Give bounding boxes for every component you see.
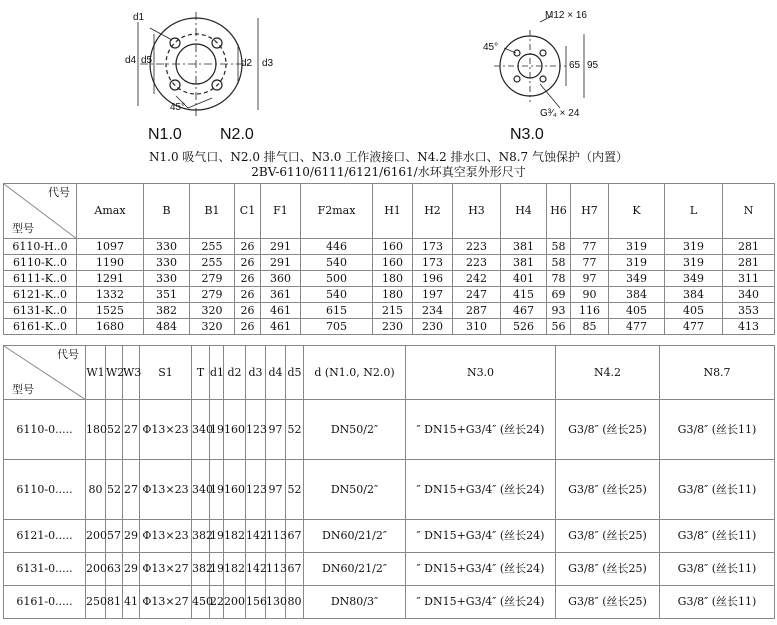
table-cell: 450: [192, 586, 210, 619]
table-cell: 705: [301, 319, 373, 335]
table-cell: 1097: [77, 239, 144, 255]
table-cell: 467: [501, 303, 547, 319]
table-cell: 173: [413, 239, 453, 255]
row-model: 6110-0.....: [4, 460, 86, 520]
table-cell: 615: [301, 303, 373, 319]
table-row: [4, 287, 775, 303]
table-cell: 52: [106, 460, 123, 520]
table-cell: 1525: [77, 303, 144, 319]
table-cell: 180: [373, 287, 413, 303]
table-cell: 1332: [77, 287, 144, 303]
table-cell: G3/8″ (丝长11): [660, 553, 775, 586]
table-cell: 77: [571, 255, 609, 271]
row-model: 6161-K..0: [4, 319, 77, 335]
table-cell: 29: [123, 520, 140, 553]
table-cell: 223: [453, 255, 501, 271]
table-row: [4, 271, 775, 287]
table-cell: 384: [665, 287, 723, 303]
table-cell: 230: [373, 319, 413, 335]
table-cell: 97: [571, 271, 609, 287]
row-model: 6131-K..0: [4, 303, 77, 319]
table-cell: 384: [609, 287, 665, 303]
table-cell: 349: [665, 271, 723, 287]
col-header: d (N1.0, N2.0): [304, 346, 406, 400]
table-cell: 1190: [77, 255, 144, 271]
table-cell: 52: [286, 460, 304, 520]
row-model: 6110-K..0: [4, 255, 77, 271]
table-row: [4, 239, 775, 255]
table-cell: 291: [261, 255, 301, 271]
table-cell: G3/8″ (丝长25): [556, 520, 660, 553]
table-cell: 351: [144, 287, 190, 303]
label-angle-left: 45°: [170, 102, 186, 113]
table-cell: 27: [123, 460, 140, 520]
col-header: W3: [123, 346, 140, 400]
table-cell: 85: [571, 319, 609, 335]
table-cell: 320: [190, 303, 235, 319]
table-cell: 19: [210, 520, 224, 553]
table-cell: 78: [547, 271, 571, 287]
table-cell: 26: [235, 319, 261, 335]
table-cell: 230: [413, 319, 453, 335]
label-65: 65: [569, 60, 581, 71]
col-header: d3: [246, 346, 266, 400]
table-cell: 255: [190, 239, 235, 255]
row-model: 6161-0.....: [4, 586, 86, 619]
table-cell: G3/8″ (丝长25): [556, 586, 660, 619]
corner-label-model: 型号: [12, 222, 34, 235]
title-line-2: 2BV-6110/6111/6121/6161/水环真空泵外形尺寸: [251, 165, 526, 179]
col-header: K: [609, 184, 665, 239]
label-d4: d4: [125, 55, 137, 66]
table-cell: Φ13×23: [140, 520, 192, 553]
table-cell: 405: [665, 303, 723, 319]
table-1-corner: [4, 184, 77, 239]
col-header: C1: [235, 184, 261, 239]
table-cell: 215: [373, 303, 413, 319]
table-cell: G3/8″ (丝长25): [556, 400, 660, 460]
table-cell: 196: [413, 271, 453, 287]
table-cell: DN50/2″: [304, 400, 406, 460]
table-cell: 180: [86, 400, 106, 460]
table-cell: 26: [235, 271, 261, 287]
table-cell: 113: [266, 520, 286, 553]
table-cell: 41: [123, 586, 140, 619]
table-cell: 319: [665, 255, 723, 271]
table-2-header-row: [4, 346, 775, 400]
table-cell: 142: [246, 553, 266, 586]
col-header: H7: [571, 184, 609, 239]
table-cell: 340: [723, 287, 775, 303]
table-cell: 360: [261, 271, 301, 287]
dimension-table-1: [3, 183, 775, 335]
table-cell: 200: [86, 553, 106, 586]
table-cell: 180: [373, 271, 413, 287]
table-cell: 116: [571, 303, 609, 319]
table-cell: 77: [571, 239, 609, 255]
label-d1: d1: [133, 12, 145, 23]
table-cell: 330: [144, 239, 190, 255]
table-row: [4, 553, 775, 586]
col-header: H3: [453, 184, 501, 239]
table-cell: 182: [224, 520, 246, 553]
col-header: Amax: [77, 184, 144, 239]
table-cell: 67: [286, 520, 304, 553]
drawing-area: [0, 0, 777, 150]
table-cell: 319: [609, 239, 665, 255]
table-cell: 19: [210, 400, 224, 460]
table-cell: 461: [261, 303, 301, 319]
table-cell: G3/8″ (丝长11): [660, 460, 775, 520]
table-cell: 63: [106, 553, 123, 586]
table-cell: DN60/21/2″: [304, 553, 406, 586]
table-cell: 197: [413, 287, 453, 303]
table-cell: 319: [665, 239, 723, 255]
table-cell: 26: [235, 255, 261, 271]
table-cell: 291: [261, 239, 301, 255]
table-cell: ″ DN15+G3/4″ (丝长24): [406, 553, 556, 586]
caption-n1: N1.0: [148, 126, 182, 143]
table-cell: 340: [192, 400, 210, 460]
table-cell: 113: [266, 553, 286, 586]
table-cell: 526: [501, 319, 547, 335]
col-header: L: [665, 184, 723, 239]
corner-label-model: 型号: [12, 383, 34, 396]
table-cell: 382: [144, 303, 190, 319]
table-cell: 540: [301, 287, 373, 303]
row-model: 6121-K..0: [4, 287, 77, 303]
label-bolt: M12 × 16: [545, 10, 587, 21]
col-header: N8.7: [660, 346, 775, 400]
table-cell: 381: [501, 255, 547, 271]
table-cell: 56: [547, 319, 571, 335]
table-row: [4, 520, 775, 553]
col-header: d1: [210, 346, 224, 400]
table-cell: 69: [547, 287, 571, 303]
table-cell: 97: [266, 460, 286, 520]
table-cell: 250: [86, 586, 106, 619]
label-d5: d5: [141, 55, 153, 66]
table-cell: 279: [190, 287, 235, 303]
table-cell: 281: [723, 239, 775, 255]
table-cell: 160: [224, 400, 246, 460]
table-cell: 446: [301, 239, 373, 255]
col-header: F1: [261, 184, 301, 239]
table-cell: 26: [235, 287, 261, 303]
table-cell: 401: [501, 271, 547, 287]
row-model: 6111-K..0: [4, 271, 77, 287]
table-1-header-row: [4, 184, 775, 239]
table-cell: 477: [609, 319, 665, 335]
corner-label-code: 代号: [48, 186, 70, 199]
table-cell: 182: [224, 553, 246, 586]
label-angle-right: 45°: [483, 42, 499, 53]
table-cell: Φ13×27: [140, 586, 192, 619]
caption-n3: N3.0: [510, 126, 544, 143]
dimension-table-2: [3, 345, 775, 619]
table-cell: 22: [210, 586, 224, 619]
table-cell: 90: [571, 287, 609, 303]
col-header: N4.2: [556, 346, 660, 400]
table-cell: G3/8″ (丝长25): [556, 553, 660, 586]
table-cell: 97: [266, 400, 286, 460]
table-cell: 279: [190, 271, 235, 287]
col-header: d2: [224, 346, 246, 400]
table-cell: 200: [224, 586, 246, 619]
col-header: d5: [286, 346, 304, 400]
table-cell: DN60/21/2″: [304, 520, 406, 553]
table-row: [4, 319, 775, 335]
col-header: B1: [190, 184, 235, 239]
table-cell: 413: [723, 319, 775, 335]
table-row: [4, 255, 775, 271]
table-cell: 361: [261, 287, 301, 303]
flange-drawings: [0, 0, 777, 150]
table-cell: 57: [106, 520, 123, 553]
table-cell: 58: [547, 255, 571, 271]
label-d3: d3: [262, 58, 274, 69]
table-cell: 123: [246, 460, 266, 520]
table-cell: 19: [210, 553, 224, 586]
table-row: [4, 586, 775, 619]
table-cell: G3/8″ (丝长11): [660, 586, 775, 619]
table-cell: 234: [413, 303, 453, 319]
table-cell: 353: [723, 303, 775, 319]
table-cell: Φ13×23: [140, 400, 192, 460]
label-95: 95: [587, 60, 599, 71]
col-header: W1: [86, 346, 106, 400]
table-cell: 26: [235, 239, 261, 255]
table-cell: ″ DN15+G3/4″ (丝长24): [406, 520, 556, 553]
table-cell: 173: [413, 255, 453, 271]
table-cell: 160: [224, 460, 246, 520]
table-cell: DN50/2″: [304, 460, 406, 520]
table-cell: 160: [373, 239, 413, 255]
table-cell: 27: [123, 400, 140, 460]
table-cell: 67: [286, 553, 304, 586]
table-cell: 330: [144, 255, 190, 271]
corner-label-code: 代号: [57, 348, 79, 361]
table-row: [4, 303, 775, 319]
table-cell: 242: [453, 271, 501, 287]
table-cell: 52: [286, 400, 304, 460]
caption-n2: N2.0: [220, 126, 254, 143]
table-cell: 310: [453, 319, 501, 335]
table-cell: 19: [210, 460, 224, 520]
table-cell: 52: [106, 400, 123, 460]
table-cell: 461: [261, 319, 301, 335]
table-cell: 330: [144, 271, 190, 287]
table-cell: 123: [246, 400, 266, 460]
col-header: H2: [413, 184, 453, 239]
table-cell: ″ DN15+G3/4″ (丝长24): [406, 586, 556, 619]
table-cell: 311: [723, 271, 775, 287]
table-cell: 80: [286, 586, 304, 619]
table-cell: ″ DN15+G3/4″ (丝长24): [406, 460, 556, 520]
table-cell: 382: [192, 553, 210, 586]
table-cell: Φ13×23: [140, 460, 192, 520]
col-header: H6: [547, 184, 571, 239]
table-cell: ″ DN15+G3/4″ (丝长24): [406, 400, 556, 460]
table-cell: 160: [373, 255, 413, 271]
table-cell: 200: [86, 520, 106, 553]
table-cell: 1291: [77, 271, 144, 287]
table-cell: 223: [453, 239, 501, 255]
table-cell: 484: [144, 319, 190, 335]
table-cell: 500: [301, 271, 373, 287]
table-2-corner: [4, 346, 86, 400]
col-header: W2: [106, 346, 123, 400]
col-header: F2max: [301, 184, 373, 239]
table-cell: 130: [266, 586, 286, 619]
col-header: d4: [266, 346, 286, 400]
col-header: H1: [373, 184, 413, 239]
table-cell: 29: [123, 553, 140, 586]
row-model: 6110-0.....: [4, 400, 86, 460]
table-row: [4, 400, 775, 460]
table-cell: DN80/3″: [304, 586, 406, 619]
table-cell: 281: [723, 255, 775, 271]
table-cell: 93: [547, 303, 571, 319]
table-cell: G3/8″ (丝长11): [660, 400, 775, 460]
col-header: N3.0: [406, 346, 556, 400]
label-d2: d2: [241, 58, 253, 69]
table-cell: 142: [246, 520, 266, 553]
table-cell: 477: [665, 319, 723, 335]
col-header: N: [723, 184, 775, 239]
table-cell: 340: [192, 460, 210, 520]
table-cell: 156: [246, 586, 266, 619]
table-cell: G3/8″ (丝长11): [660, 520, 775, 553]
table-cell: 382: [192, 520, 210, 553]
table-cell: 255: [190, 255, 235, 271]
row-model: 6121-0.....: [4, 520, 86, 553]
col-header: B: [144, 184, 190, 239]
label-pipe: G³⁄₄ × 24: [540, 108, 580, 119]
table-cell: 319: [609, 255, 665, 271]
table-cell: G3/8″ (丝长25): [556, 460, 660, 520]
table-cell: 58: [547, 239, 571, 255]
table-cell: 26: [235, 303, 261, 319]
table-row: [4, 460, 775, 520]
table-cell: 247: [453, 287, 501, 303]
table-cell: 540: [301, 255, 373, 271]
table-cell: 405: [609, 303, 665, 319]
table-cell: 349: [609, 271, 665, 287]
table-cell: Φ13×27: [140, 553, 192, 586]
row-model: 6131-0.....: [4, 553, 86, 586]
table-cell: 80: [86, 460, 106, 520]
col-header: H4: [501, 184, 547, 239]
title-line-1: N1.0 吸气口、N2.0 排气口、N3.0 工作液接口、N4.2 排水口、N8.7 气蚀保护（内置）: [149, 150, 628, 164]
table-cell: 287: [453, 303, 501, 319]
col-header: S1: [140, 346, 192, 400]
col-header: T: [192, 346, 210, 400]
table-cell: 381: [501, 239, 547, 255]
table-cell: 81: [106, 586, 123, 619]
table-cell: 415: [501, 287, 547, 303]
table-cell: 320: [190, 319, 235, 335]
row-model: 6110-H..0: [4, 239, 77, 255]
table-cell: 1680: [77, 319, 144, 335]
